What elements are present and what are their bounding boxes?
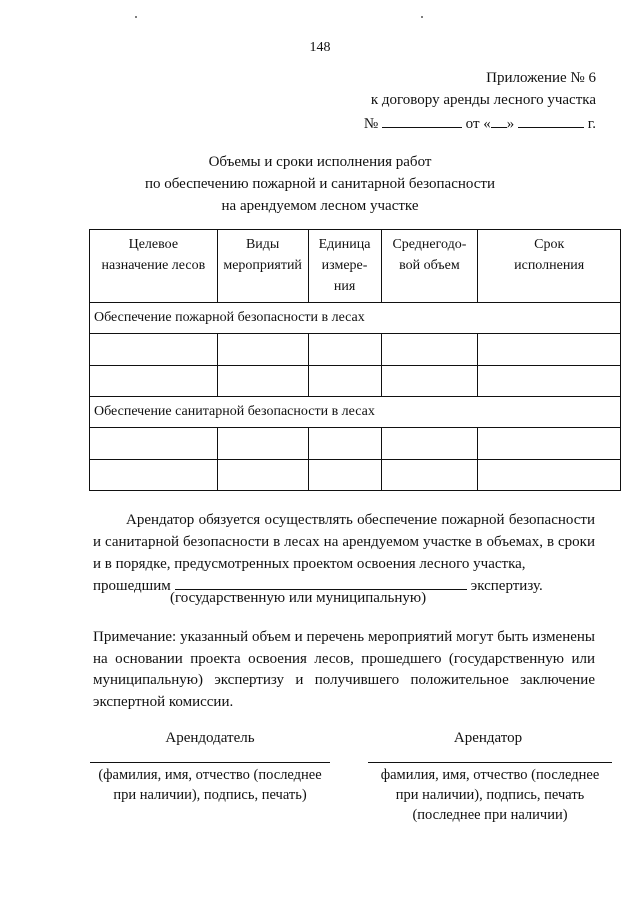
table-section-row bbox=[90, 302, 621, 333]
month-blank bbox=[518, 114, 584, 128]
table-cell bbox=[381, 334, 478, 365]
contract-reference: к договору аренды лесного участка bbox=[370, 92, 596, 108]
table-cell bbox=[217, 428, 308, 459]
table-cell bbox=[90, 459, 218, 490]
obligation-paragraph bbox=[93, 509, 595, 597]
quote-close: » bbox=[506, 116, 515, 132]
passed-label: прошедшим bbox=[93, 578, 171, 594]
obligation-text: Арендатор обязуется осуществлять обеспечение пожарной безопасности и санитарной безопасности в лесах на арендуемом участке в объемах, в сроки и в порядке, предусмотренных проектом освоения лесного участка, bbox=[93, 512, 595, 572]
table-row bbox=[90, 334, 621, 365]
table-row bbox=[90, 365, 621, 396]
lessee-caption: фамилия, имя, отчество (последнее при наличии), подпись, печать (последнее при наличии) bbox=[380, 767, 600, 823]
table-cell bbox=[381, 365, 478, 396]
appendix-title: Приложение № 6 bbox=[486, 70, 596, 86]
lessor-signature-line bbox=[90, 762, 330, 763]
table-cell bbox=[308, 428, 381, 459]
scan-speck bbox=[421, 16, 423, 18]
table-cell bbox=[478, 459, 621, 490]
day-blank bbox=[491, 114, 507, 128]
title-line: Объемы и сроки исполнения работ bbox=[208, 154, 432, 170]
lessee-label: Арендатор bbox=[453, 730, 523, 746]
year-suffix: г. bbox=[587, 116, 596, 132]
table-cell bbox=[381, 428, 478, 459]
table-row bbox=[90, 459, 621, 490]
scan-speck bbox=[135, 16, 137, 18]
table-cell bbox=[90, 428, 218, 459]
table-cell bbox=[381, 459, 478, 490]
contract-number-blank bbox=[382, 114, 462, 128]
number-prefix: № bbox=[363, 116, 379, 132]
lessor-label: Арендодатель bbox=[165, 730, 255, 746]
title-line: по обеспечению пожарной и санитарной безопасности bbox=[144, 176, 496, 192]
table-cell bbox=[90, 334, 218, 365]
works-table bbox=[89, 229, 621, 491]
column-header-volume: Среднегодо- вой объем bbox=[381, 230, 478, 303]
date-from-label: от « bbox=[465, 116, 491, 132]
column-header-deadline: Срок исполнения bbox=[478, 230, 621, 303]
table-cell bbox=[217, 334, 308, 365]
table-cell bbox=[308, 334, 381, 365]
lessor-caption: (фамилия, имя, отчество (последнее при наличии), подпись, печать) bbox=[98, 767, 322, 803]
note-paragraph: Примечание: указанный объем и перечень мероприятий могут быть изменены на основании проекта освоения лесов, прошедшего (государственную или муниципальную) экспертизу и получившего положительное заключение экспертной комиссии. bbox=[93, 629, 595, 710]
contract-number-line bbox=[364, 114, 596, 133]
table-cell bbox=[90, 365, 218, 396]
section-fire-safety: Обеспечение пожарной безопасности в лесах bbox=[90, 302, 621, 333]
table-cell bbox=[217, 459, 308, 490]
table-section-row bbox=[90, 396, 621, 427]
column-header-unit: Единица измере- ния bbox=[308, 230, 381, 303]
expertise-label: экспертизу. bbox=[470, 578, 543, 594]
expertise-type-hint: (государственную или муниципальную) bbox=[170, 590, 427, 606]
table-cell bbox=[217, 365, 308, 396]
document-title bbox=[0, 151, 640, 217]
table-cell bbox=[478, 365, 621, 396]
table-cell bbox=[308, 365, 381, 396]
column-header-purpose: Целевое назначение лесов bbox=[90, 230, 218, 303]
lessee-signature-line bbox=[368, 762, 612, 763]
expertise-type-blank bbox=[175, 575, 467, 590]
table-row bbox=[90, 428, 621, 459]
section-sanitary-safety: Обеспечение санитарной безопасности в лесах bbox=[90, 396, 621, 427]
table-cell bbox=[478, 428, 621, 459]
page-number: 148 bbox=[309, 40, 331, 55]
table-cell bbox=[478, 334, 621, 365]
table-cell bbox=[308, 459, 381, 490]
column-header-measures: Виды мероприятий bbox=[217, 230, 308, 303]
table-header-row bbox=[90, 230, 621, 303]
title-line: на арендуемом лесном участке bbox=[221, 198, 419, 214]
